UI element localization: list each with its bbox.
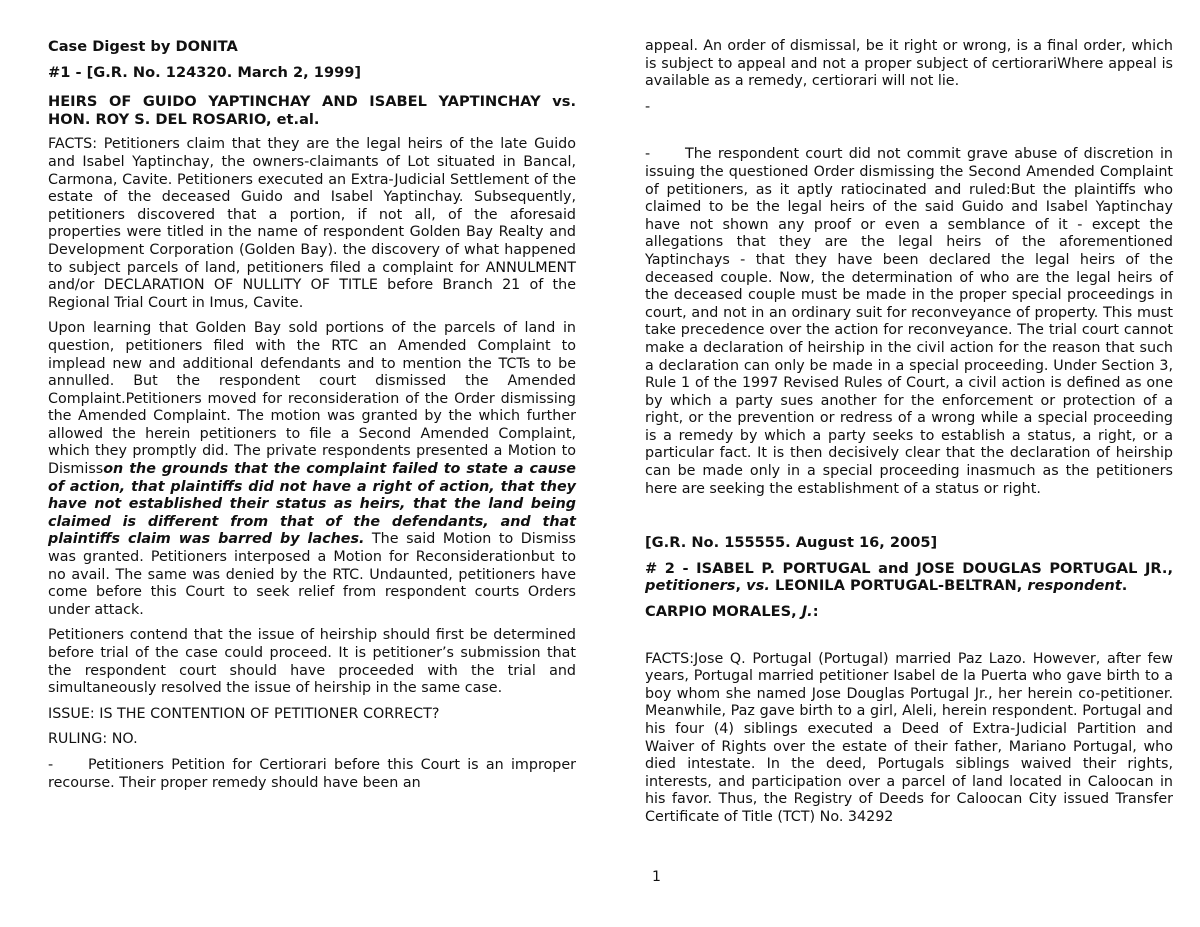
case1-ruling-bullet-2 bbox=[645, 146, 1173, 498]
ruling-continuation: appeal. An order of dismissal, be it right or wrong, is a final order, which is subject to appeal and not a proper subject of certiorariWhere appeal is available as a remedy, certiorari will not lie. bbox=[645, 38, 1173, 90]
case1-ruling: RULING: NO. bbox=[48, 731, 138, 748]
case1-reference: #1 - [G.R. No. 124320. March 2, 1999] bbox=[48, 63, 362, 81]
case2-ponente bbox=[645, 603, 1173, 621]
case1-issue: ISSUE: IS THE CONTENTION OF PETITIONER CORRECT? bbox=[48, 705, 440, 722]
case2-vs: vs. bbox=[746, 577, 770, 595]
bullet-dash: - bbox=[48, 756, 54, 773]
ponente-name: CARPIO MORALES, bbox=[645, 603, 797, 621]
page-number: 1 bbox=[652, 869, 661, 885]
spacer bbox=[645, 506, 1173, 534]
case2-period: . bbox=[1121, 577, 1128, 595]
bullet-dash: - bbox=[645, 146, 651, 163]
lone-dash: - bbox=[645, 98, 651, 115]
para2-start: Upon learning that Golden Bay sold portions of the parcels of land in question, petitioners filed with the RTC an Amended Complaint to implead new and additional defendants and to mention the TCTs to be annulled. But the respondent court dismissed the Amended Complaint.Petitioners moved for reconsideration of the Order dismissing the Amended Complaint. The motion was granted by the which further allowed the herein petitioners to file a Second Amended Complaint, which they promptly did. The private respondents presented a Motion to Dismiss bbox=[48, 320, 576, 478]
case1-paragraph-3: Petitioners contend that the issue of heirship should first be determined before trial of the case could proceed. It is petitioner’s submission that the respondent court should have proceeded with the trial and simultaneously resolved the issue of heirship in the same case. bbox=[48, 627, 576, 697]
left-column bbox=[48, 38, 576, 800]
case1-ruling-bullet-1 bbox=[48, 757, 576, 792]
case1-facts: FACTS: Petitioners claim that they are the legal heirs of the late Guido and Isabel Yaptinchay, the owners-claimants of Lot situated in Bancal, Carmona, Cavite. Petitioners executed an Extra-Judicial Settlement of the estate of the deceased Guido and Isabel Yaptinchay. Subsequently, petitioners discovered that a portion, if not all, of the aforesaid properties were titled in the name of respondent Golden Bay Realty and Development Corporation (Golden Bay). the discovery of what happened to subject parcels of land, petitioners filed a complaint for ANNULMENT and/or DECLARATION OF NULLITY OF TITLE before Branch 21 of the Regional Trial Court in Imus, Cavite. bbox=[48, 136, 576, 311]
spacer bbox=[645, 629, 1173, 651]
bullet-text: The respondent court did not commit grave abuse of discretion in issuing the questioned Order dismissing the Second Amended Complaint of petitioners, as it aptly ratiocinated and ruled:But the plaintiffs who claimed to be the legal heirs of the said Guido and Isabel Yaptinchay have not shown any proof or even a semblance of it - except the allegations that they are the legal heirs of the aforementioned Yaptinchays - that they have been declared the legal heirs of the deceased couple. Now, the determination of who are the legal heirs of the deceased couple must be made in the proper special proceedings in court, and not in an ordinary suit for reconveyance of property. This must take precedence over the action for reconveyance. The trial court cannot make a declaration of heirship in the civil action for the reason that such a declaration can only be made in a special proceeding. Under Section 3, Rule 1 of the 1997 Revised Rules of Court, a civil action is defined as one by which a party sues another for the enforcement or protection of a right, or the prevention or redress of a wrong while a special proceeding is a remedy by which a party seeks to establish a status, a right, or a particular fact. It is then decisively clear that the declaration of heirship can be made only in a special proceeding inasmuch as the petitioners here are seeking the establishment of a status or right. bbox=[645, 146, 1173, 497]
para2-emphasis: on the grounds that the complaint failed to state a cause of action, that plaintiffs did not have a right of action, that they have not established their status as heirs, that the land being claimed is different from that of the defendants, and that plaintiffs claim was barred by laches. bbox=[48, 461, 576, 548]
para2-end: The said Motion to Dismiss was granted. Petitioners interposed a Motion for Reconsiderationbut to no avail. The same was denied by the RTC. Undaunted, petitioners have come before this Court to seek relief from respondent courts Orders under attack. bbox=[48, 531, 576, 618]
digest-author-heading: Case Digest by DONITA bbox=[48, 38, 238, 55]
case2-respondent-label: respondent bbox=[1027, 577, 1122, 595]
case2-reference: [G.R. No. 155555. August 16, 2005] bbox=[645, 534, 938, 552]
case1-title: HEIRS OF GUIDO YAPTINCHAY AND ISABEL YAPTINCHAY vs. HON. ROY S. DEL ROSARIO, et.al. bbox=[48, 93, 576, 128]
ponente-colon: : bbox=[812, 603, 819, 621]
case2-title: # 2 - ISABEL P. PORTUGAL and JOSE DOUGLAS PORTUGAL JR., petitioners, vs. LEONILA PORTUGAL-BELTRAN, respondent. bbox=[645, 559, 1173, 595]
case2-respondent-name: LEONILA PORTUGAL-BELTRAN, bbox=[774, 577, 1023, 595]
case1-paragraph-2 bbox=[48, 320, 576, 619]
case2-facts: FACTS:Jose Q. Portugal (Portugal) married Paz Lazo. However, after few years, Portugal married petitioner Isabel de la Puerta who gave birth to a boy whom she named Jose Douglas Portugal Jr., her herein co-petitioner. Meanwhile, Paz gave birth to a girl, Aleli, herein respondent. Portugal and his four (4) siblings executed a Deed of Extra-Judicial Partition and Waiver of Rights over the estate of their father, Mariano Portugal, who died intestate. In the deed, Portugals siblings waived their rights, interests, and participation over a parcel of land located in Caloocan in his favor. Thus, the Registry of Deeds for Caloocan City issued Transfer Certificate of Title (TCT) No. 34292 bbox=[645, 650, 1173, 825]
case2-petitioners-label: petitioners bbox=[645, 577, 736, 595]
spacer bbox=[645, 124, 1173, 146]
bullet-text: Petitioners Petition for Certiorari before this Court is an improper recourse. Their proper remedy should have been an bbox=[48, 756, 576, 791]
right-column bbox=[645, 38, 1173, 835]
ponente-j: J. bbox=[801, 603, 813, 621]
case2-parties: # 2 - ISABEL P. PORTUGAL and JOSE DOUGLAS PORTUGAL JR., bbox=[645, 559, 1173, 577]
